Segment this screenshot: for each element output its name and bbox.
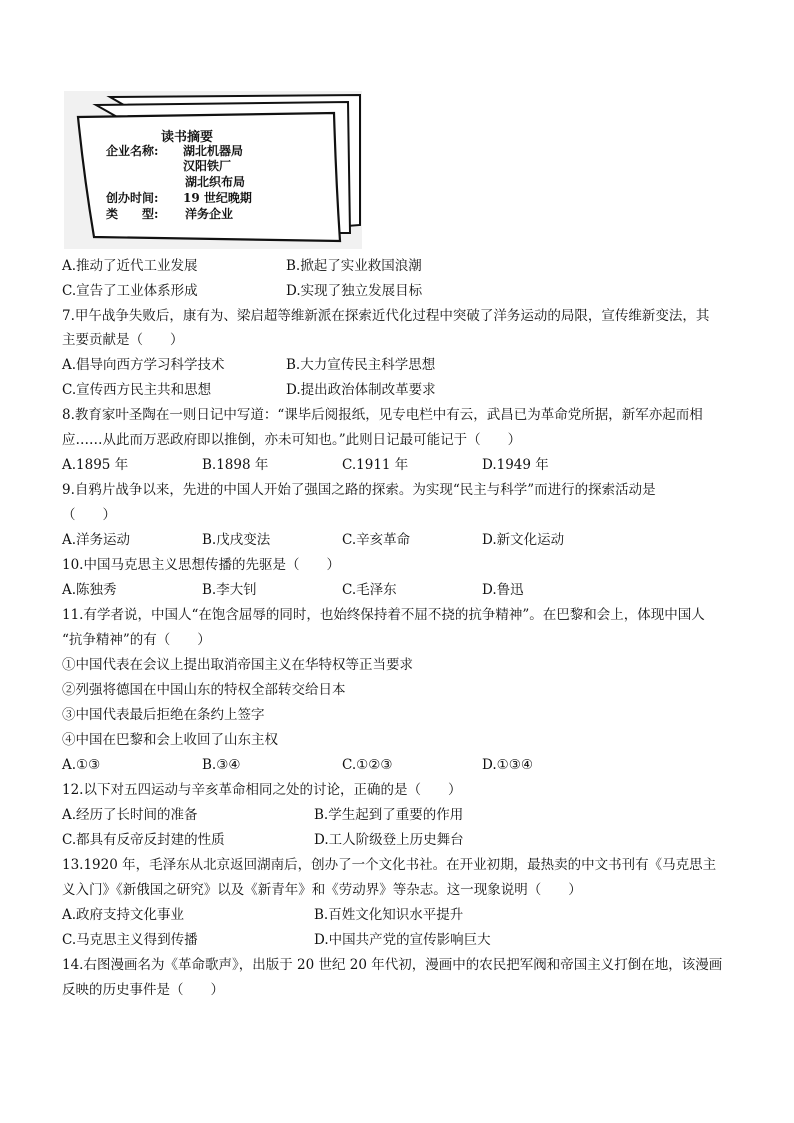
figure-row-value: 湖北织布局 <box>185 175 246 189</box>
q11-stem-line: 11.有学者说，中国人“在饱含屈辱的同时，也始终保持着不屈不挠的抗争精神”。在巴黎和会上，体现中国人 <box>62 607 705 623</box>
q12-option-d: D.工人阶级登上历史舞台 <box>314 832 464 848</box>
q12-option-c: C.都具有反帝反封建的性质 <box>62 832 225 848</box>
q9-option-d: D.新文化运动 <box>482 532 565 548</box>
q9-stem-line: 9.自鸦片战争以来，先进的中国人开始了强国之路的探索。为实现“民主与科学”而进行的探索活动是 <box>62 482 656 498</box>
q8-option-c: C.1911 年 <box>342 457 409 473</box>
q11-statement: ②列强将德国在中国山东的特权全部转交给日本 <box>62 682 346 698</box>
q13-option-b: B.百姓文化知识水平提升 <box>314 907 464 923</box>
figure-row-label: 类 型: <box>106 207 159 221</box>
q13-stem-line: 义入门》《新俄国之研究》以及《新青年》和《劳动界》等杂志。这一现象说明（ ） <box>62 882 582 898</box>
q7-option-a: A.倡导向西方学习科学技术 <box>62 357 225 373</box>
q10-option-a: A.陈独秀 <box>62 582 117 598</box>
q8-option-b: B.1898 年 <box>202 457 269 473</box>
figure-title: 读书摘要 <box>161 130 214 145</box>
q6-option-d: D.实现了独立发展目标 <box>286 283 423 299</box>
q12-option-b: B.学生起到了重要的作用 <box>314 807 464 823</box>
q12-stem-line: 12.以下对五四运动与辛亥革命相同之处的讨论，正确的是（ ） <box>62 782 462 798</box>
q9-option-b: B.戊戌变法 <box>202 532 271 548</box>
q13-stem-line: 13.1920 年，毛泽东从北京返回湖南后，创办了一个文化书社。在开业初期，最热卖的中文书刊有《马克思主 <box>62 857 717 873</box>
q10-option-d: D.鲁迅 <box>482 582 524 598</box>
q7-stem-line: 7.甲午战争失败后，康有为、梁启超等维新派在探索近代化过程中突破了洋务运动的局限，宣传维新变法，其 <box>62 308 710 324</box>
q9-option-a: A.洋务运动 <box>62 532 131 548</box>
q11-statement: ③中国代表最后拒绝在条约上签字 <box>62 707 265 723</box>
q11-statement: ①中国代表在会议上提出取消帝国主义在华特权等正当要求 <box>62 657 413 673</box>
q7-option-c: C.宣传西方民主共和思想 <box>62 382 212 398</box>
q6-option-b: B.掀起了实业救国浪潮 <box>286 258 422 274</box>
figure-row-value: 湖北机器局 <box>183 144 244 158</box>
q7-option-d: D.提出政治体制改革要求 <box>286 382 436 398</box>
figure-row-value: 汉阳铁厂 <box>183 159 232 173</box>
q11-option-b: B.③④ <box>202 757 241 773</box>
q11-option-c: C.①②③ <box>342 757 393 773</box>
q8-stem-line: 应……从此而万恶政府即以推倒，亦未可知也。”此则日记最可能记于（ ） <box>62 432 522 448</box>
q11-statement: ④中国在巴黎和会上收回了山东主权 <box>62 732 278 748</box>
figure-row-label: 企业名称: <box>106 144 159 158</box>
figure-row-value: 19 世纪晚期 <box>183 191 252 205</box>
q8-option-d: D.1949 年 <box>482 457 549 473</box>
q14-stem-line: 14.右图漫画名为《革命歌声》，出版于 20 世纪 20 年代初，漫画中的农民把军阀和帝国主义打倒在地，该漫画 <box>62 957 723 973</box>
q6-option-c: C.宣告了工业体系形成 <box>62 283 198 299</box>
q7-option-b: B.大力宣传民主科学思想 <box>286 357 436 373</box>
q10-stem-line: 10.中国马克思主义思想传播的先驱是（ ） <box>62 557 340 573</box>
q6-option-a: A.推动了近代工业发展 <box>62 258 198 274</box>
q10-option-b: B.李大钊 <box>202 582 257 598</box>
figure-row-label: 创办时间: <box>106 191 159 205</box>
q8-option-a: A.1895 年 <box>62 457 129 473</box>
q11-stem-line: “抗争精神”的有（ ） <box>62 632 211 648</box>
q13-option-c: C.马克思主义得到传播 <box>62 932 198 948</box>
q13-option-d: D.中国共产党的宣传影响巨大 <box>314 932 491 948</box>
q11-option-a: A.①③ <box>62 757 101 773</box>
figure-row-value: 洋务企业 <box>185 207 234 221</box>
q14-stem-line: 反映的历史事件是（ ） <box>62 982 224 998</box>
q7-stem-line: 主要贡献是（ ） <box>62 332 184 348</box>
q8-stem-line: 8.教育家叶圣陶在一则日记中写道：“课毕后阅报纸，见专电栏中有云，武昌已为革命党所据，新军亦起而相 <box>62 407 703 423</box>
q10-option-c: C.毛泽东 <box>342 582 397 598</box>
q13-option-a: A.政府支持文化事业 <box>62 907 185 923</box>
q9-option-c: C.辛亥革命 <box>342 532 411 548</box>
q9-stem-line: （ ） <box>62 507 116 523</box>
q12-option-a: A.经历了长时间的准备 <box>62 807 198 823</box>
q11-option-d: D.①③④ <box>482 757 533 773</box>
